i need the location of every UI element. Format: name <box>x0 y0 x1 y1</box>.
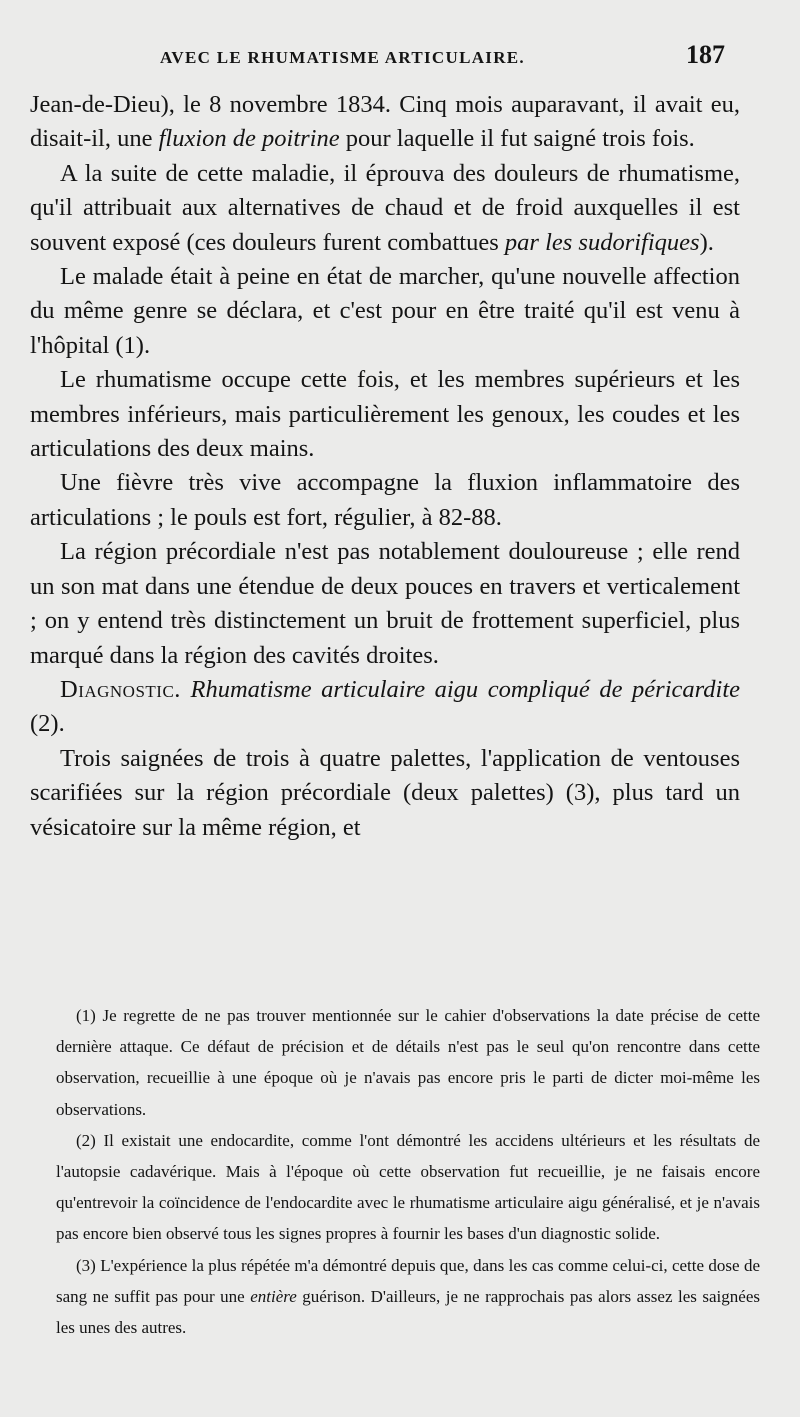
paragraph-8: Trois saignées de trois à quatre palettes, l'application de ventouses scarifiées sur la région précordiale (deux palettes) (3), plus tard un vésicatoire sur la même région, et <box>30 744 740 841</box>
text-run: guérison. D'ailleurs, je ne rapprochais pas alors assez les saignées les unes des autres. <box>56 1286 760 1338</box>
italic-run: entière <box>250 1286 297 1306</box>
footnotes <box>56 1000 760 1343</box>
italic-run: par les sudorifiques <box>504 228 700 256</box>
paragraph-4: Le rhumatisme occupe cette fois, et les membres supérieurs et les membres inférieurs, mais particulièrement les genoux, les coudes et les articulations des deux mains. <box>30 366 740 463</box>
footnote-3 <box>56 1250 760 1344</box>
text-run <box>181 676 191 703</box>
diagnostic-label: Diagnostic. <box>60 675 181 703</box>
main-text <box>30 88 740 845</box>
text-run: Jean-de-Dieu), le 8 novembre 1834. Cinq mois auparavant, il avait eu, disait-il, une <box>30 91 740 153</box>
paragraph-3: Le malade était à peine en état de marcher, qu'une nouvelle affection du même genre se déclara, et c'est pour en être traité qu'il est venu à l'hôpital (1). <box>30 263 740 359</box>
footnote-2: (2) Il existait une endocardite, comme l'ont démontré les accidens ultérieurs et les résultats de l'autopsie cadavérique. Mais à l'époque où cette observation fut recueillie, je ne faisais encore qu'entrevoir la coïncidence de l'endocardite avec le rhumatisme articulaire aigu généralisé, et je n'avais pas encore bien observé tous les signes propres à fournir les bases d'un diagnostic solide. <box>56 1130 760 1244</box>
running-header <box>60 40 725 76</box>
footnote-1: (1) Je regrette de ne pas trouver mentionnée sur le cahier d'observations la date précise de cette dernière attaque. Ce défaut de précision et de détails n'est pas le seul qu'on rencontre dans cette observation, recueillie à une époque où je n'avais pas encore pris le parti de dicter moi-même les observations. <box>56 1006 760 1119</box>
text-run: (3) L'expérience la plus répétée m'a démontré depuis que, dans les cas comme celui-ci, cette dose de sang ne suffit pas pour une <box>56 1255 760 1306</box>
italic-run: Rhumatisme articulaire aigu compliqué de péricardite <box>190 675 740 703</box>
text-run: A la suite de cette maladie, il éprouva des douleurs de rhumatisme, qu'il attribuait aux alternatives de chaud et de froid auxquelles il est souvent exposé (ces douleurs furent combattues <box>30 159 740 256</box>
text-run: pour laquelle il fut saigné trois fois. <box>339 125 695 153</box>
paragraph-2 <box>30 157 740 260</box>
text-run: ). <box>699 228 714 256</box>
italic-run: fluxion de poitrine <box>158 125 340 153</box>
paragraph-1 <box>30 88 740 157</box>
running-title: AVEC LE RHUMATISME ARTICULAIRE. <box>160 48 525 67</box>
text-run: (2). <box>30 710 65 738</box>
paragraph-diagnostic <box>30 673 740 742</box>
paragraph-6: La région précordiale n'est pas notablement douloureuse ; elle rend un son mat dans une étendue de deux pouces en travers et verticalement ; on y entend très distinctement un bruit de frottement superficiel, plus marqué dans la région des cavités droites. <box>30 538 740 669</box>
page-number: 187 <box>686 40 725 69</box>
paragraph-5: Une fièvre très vive accompagne la fluxion inflammatoire des articulations ; le pouls est fort, régulier, à 82-88. <box>30 469 740 531</box>
